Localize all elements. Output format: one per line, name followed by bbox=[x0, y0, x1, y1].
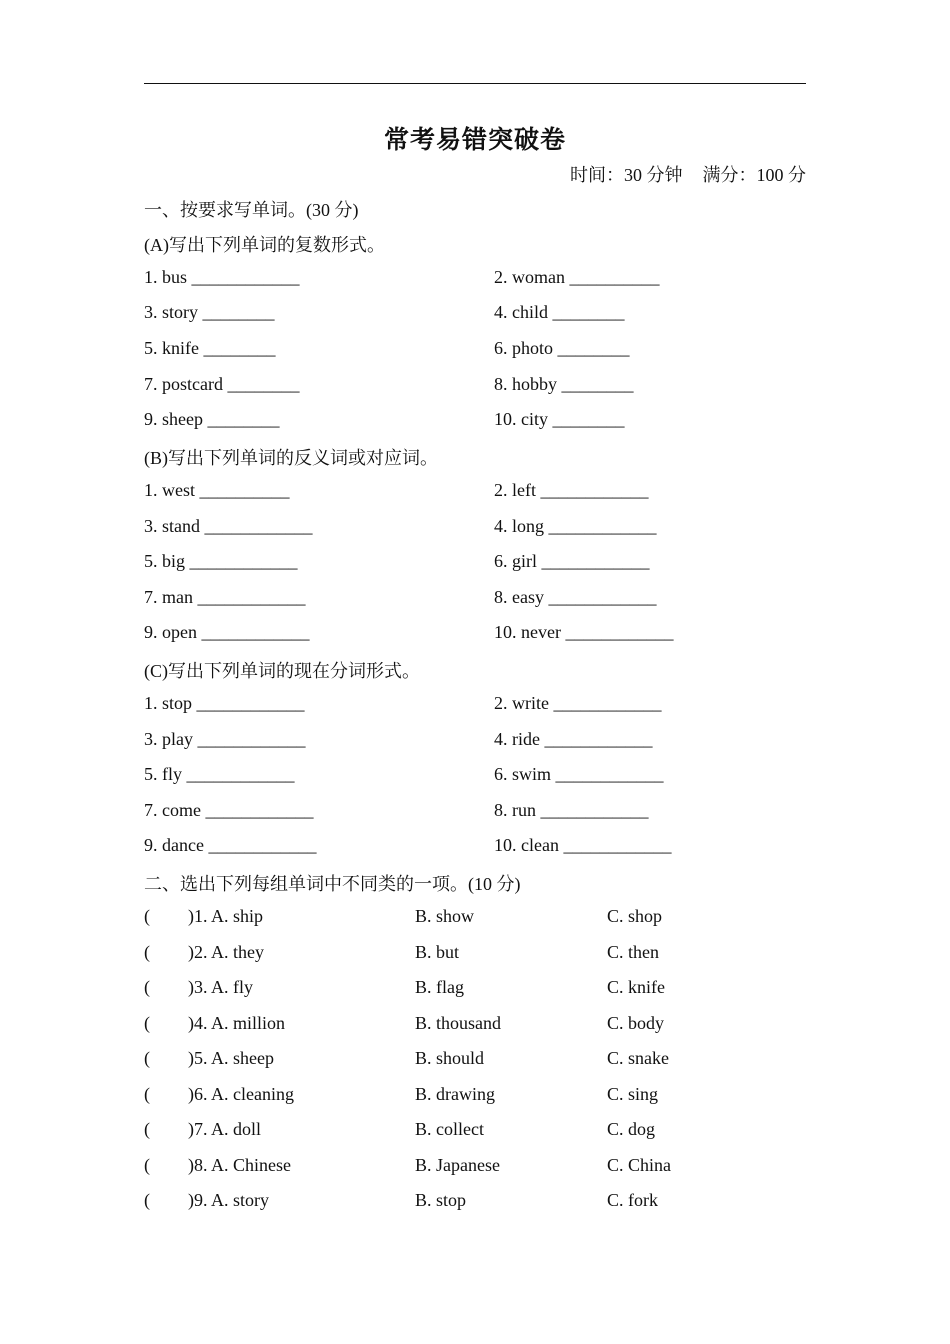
answer-paren: ( bbox=[144, 977, 150, 997]
partC-heading: (C)写出下列单词的现在分词形式。 bbox=[144, 661, 420, 681]
choice-row bbox=[144, 906, 806, 930]
header-rule bbox=[144, 83, 806, 84]
question-item: 3. stand ____________ bbox=[144, 516, 313, 536]
option-a: )2. A. they bbox=[188, 942, 264, 962]
question-item: 4. ride ____________ bbox=[494, 729, 653, 749]
question-item: 5. fly ____________ bbox=[144, 764, 295, 784]
option-b: B. stop bbox=[415, 1190, 467, 1210]
question-item: 6. swim ____________ bbox=[494, 764, 664, 784]
question-item: 4. long ____________ bbox=[494, 516, 657, 536]
question-item: 6. girl ____________ bbox=[494, 551, 650, 571]
question-item: 2. woman __________ bbox=[494, 267, 660, 287]
option-c: C. then bbox=[607, 942, 659, 962]
option-b: B. show bbox=[415, 906, 475, 926]
option-c: C. dog bbox=[607, 1119, 656, 1139]
question-item: 8. hobby ________ bbox=[494, 374, 634, 394]
option-b: B. Japanese bbox=[415, 1155, 500, 1175]
option-b: B. thousand bbox=[415, 1013, 502, 1033]
option-c: C. shop bbox=[607, 906, 663, 926]
option-a: )6. A. cleaning bbox=[188, 1084, 294, 1104]
answer-paren: ( bbox=[144, 1119, 150, 1139]
question-item: 9. sheep ________ bbox=[144, 409, 280, 429]
option-c: C. sing bbox=[607, 1084, 659, 1104]
choice-row bbox=[144, 1048, 806, 1072]
question-item: 9. open ____________ bbox=[144, 622, 310, 642]
option-a: )3. A. fly bbox=[188, 977, 253, 997]
option-b: B. flag bbox=[415, 977, 464, 997]
question-row bbox=[144, 551, 806, 575]
question-item: 7. come ____________ bbox=[144, 800, 314, 820]
question-row bbox=[144, 729, 806, 753]
question-item: 4. child ________ bbox=[494, 302, 625, 322]
choice-row bbox=[144, 1190, 806, 1214]
question-item: 10. never ____________ bbox=[494, 622, 674, 642]
option-a: )5. A. sheep bbox=[188, 1048, 274, 1068]
question-item: 2. write ____________ bbox=[494, 693, 662, 713]
question-row bbox=[144, 409, 806, 433]
option-b: B. but bbox=[415, 942, 460, 962]
question-row bbox=[144, 800, 806, 824]
option-c: C. snake bbox=[607, 1048, 669, 1068]
question-item: 10. clean ____________ bbox=[494, 835, 672, 855]
question-item: 2. left ____________ bbox=[494, 480, 649, 500]
question-item: 1. stop ____________ bbox=[144, 693, 305, 713]
question-item: 8. run ____________ bbox=[494, 800, 649, 820]
partB-heading: (B)写出下列单词的反义词或对应词。 bbox=[144, 448, 438, 468]
option-c: C. knife bbox=[607, 977, 665, 997]
question-item: 7. postcard ________ bbox=[144, 374, 300, 394]
option-a: )8. A. Chinese bbox=[188, 1155, 291, 1175]
answer-paren: ( bbox=[144, 1084, 150, 1104]
section1-heading: 一、按要求写单词。(30 分) bbox=[144, 200, 359, 220]
option-a: )9. A. story bbox=[188, 1190, 269, 1210]
question-item: 1. bus ____________ bbox=[144, 267, 300, 287]
question-row bbox=[144, 480, 806, 504]
option-c: C. fork bbox=[607, 1190, 658, 1210]
question-item: 5. big ____________ bbox=[144, 551, 298, 571]
choice-row bbox=[144, 1119, 806, 1143]
choice-row bbox=[144, 1013, 806, 1037]
question-item: 3. story ________ bbox=[144, 302, 275, 322]
time-limit: 时间：30 分钟 bbox=[570, 165, 683, 185]
answer-paren: ( bbox=[144, 906, 150, 926]
choice-row bbox=[144, 942, 806, 966]
answer-paren: ( bbox=[144, 942, 150, 962]
option-a: )4. A. million bbox=[188, 1013, 286, 1033]
option-c: C. body bbox=[607, 1013, 665, 1033]
answer-paren: ( bbox=[144, 1190, 150, 1210]
question-row bbox=[144, 338, 806, 362]
question-item: 5. knife ________ bbox=[144, 338, 276, 358]
question-row bbox=[144, 374, 806, 398]
exam-meta bbox=[570, 161, 806, 187]
answer-paren: ( bbox=[144, 1048, 150, 1068]
question-row bbox=[144, 693, 806, 717]
question-item: 3. play ____________ bbox=[144, 729, 306, 749]
option-b: B. should bbox=[415, 1048, 485, 1068]
option-a: )7. A. doll bbox=[188, 1119, 262, 1139]
page-title: 常考易错突破卷 bbox=[383, 127, 566, 154]
question-row bbox=[144, 764, 806, 788]
question-item: 6. photo ________ bbox=[494, 338, 630, 358]
partA-heading: (A)写出下列单词的复数形式。 bbox=[144, 235, 385, 255]
question-item: 9. dance ____________ bbox=[144, 835, 317, 855]
question-item: 1. west __________ bbox=[144, 480, 290, 500]
question-row bbox=[144, 267, 806, 291]
choice-row bbox=[144, 977, 806, 1001]
question-item: 8. easy ____________ bbox=[494, 587, 657, 607]
question-row bbox=[144, 587, 806, 611]
full-score: 满分：100 分 bbox=[702, 165, 806, 185]
question-row bbox=[144, 622, 806, 646]
choice-row bbox=[144, 1084, 806, 1108]
question-item: 7. man ____________ bbox=[144, 587, 306, 607]
option-b: B. drawing bbox=[415, 1084, 495, 1104]
question-row bbox=[144, 302, 806, 326]
question-item: 10. city ________ bbox=[494, 409, 625, 429]
question-row bbox=[144, 835, 806, 859]
option-b: B. collect bbox=[415, 1119, 484, 1139]
option-a: )1. A. ship bbox=[188, 906, 264, 926]
choice-row bbox=[144, 1155, 806, 1179]
option-c: C. China bbox=[607, 1155, 672, 1175]
answer-paren: ( bbox=[144, 1013, 150, 1033]
answer-paren: ( bbox=[144, 1155, 150, 1175]
question-row bbox=[144, 516, 806, 540]
section2-heading: 二、选出下列每组单词中不同类的一项。(10 分) bbox=[144, 874, 521, 894]
